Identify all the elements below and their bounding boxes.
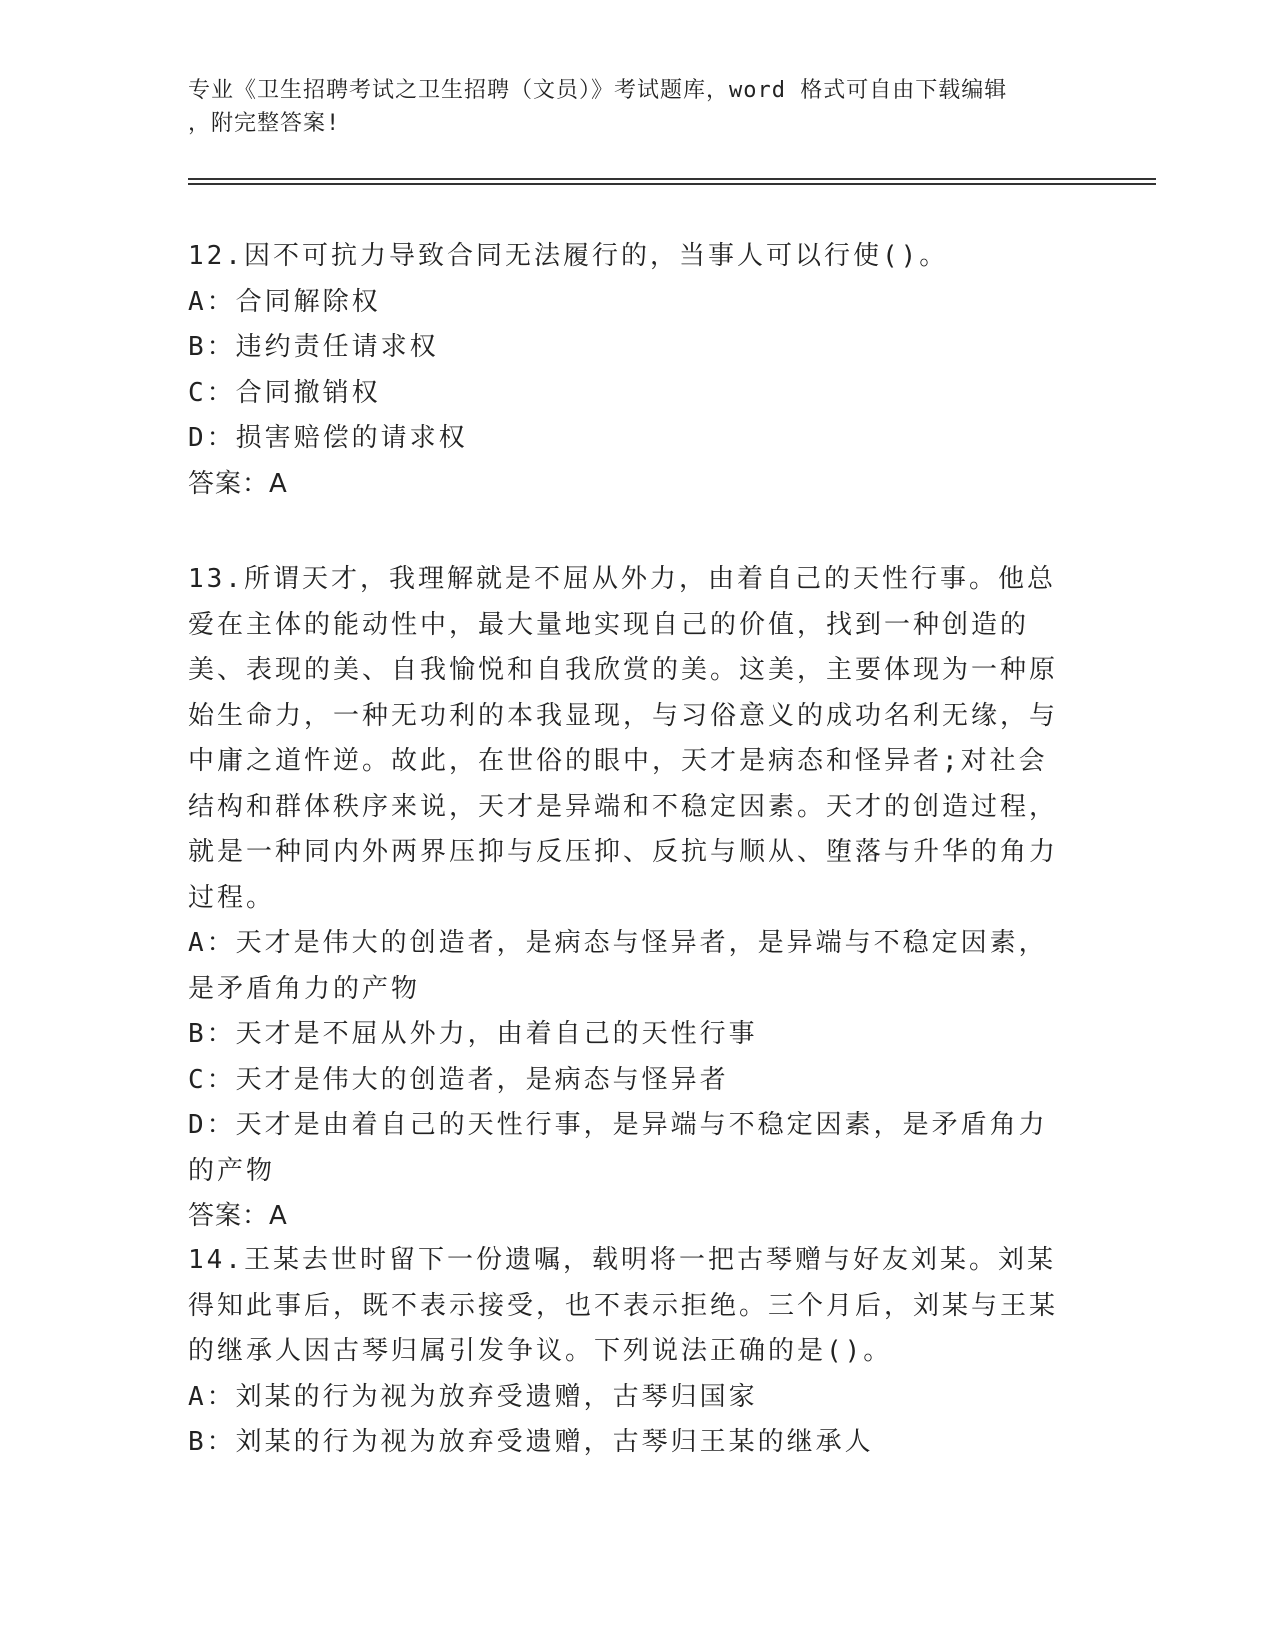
header-rule-top — [188, 178, 1156, 180]
question-stem: 12.因不可抗力导致合同无法履行的，当事人可以行使()。 — [188, 241, 949, 271]
option-b: B：天才是不屈从外力，由着自己的天性行事 — [188, 1019, 758, 1049]
header-line-1: 专业《卫生招聘考试之卫生招聘（文员）》考试题库，word 格式可自由下载编辑 — [188, 78, 1008, 103]
header-rule-bottom — [188, 183, 1156, 185]
option-d: D：损害赔偿的请求权 — [188, 423, 468, 453]
question-stem: 14.王某去世时留下一份遗嘱，载明将一把古琴赠与好友刘某。刘某得知此事后，既不表示接受，也不表示拒绝。三个月后，刘某与王某的继承人因古琴归属引发争议。下列说法正确的是()。 — [188, 1245, 1059, 1366]
answer: 答案：A — [188, 468, 288, 499]
option-a: A：刘某的行为视为放弃受遗赠，古琴归国家 — [188, 1381, 758, 1412]
question-14 — [188, 1238, 1068, 1466]
option-c: C：合同撤销权 — [188, 377, 381, 408]
option-d: D：天才是由着自己的天性行事，是异端与不稳定因素，是矛盾角力的产物 — [188, 1110, 1048, 1186]
question-stem: 13.所谓天才，我理解就是不屈从外力，由着自己的天性行事。他总爱在主体的能动性中，最大量地实现自己的价值，找到一种创造的美、表现的美、自我愉悦和自我欣赏的美。这美，主要体现为一种原始生命力，一种无功利的本我显现，与习俗意义的成功名利无缘，与中庸之道忤逆。故此，在世俗的眼中，天才是病态和怪异者;对社会结构和群体秩序来说，天才是异端和不稳定因素。天才的创造过程，就是一种同内外两界压抑与反压抑、反抗与顺从、堕落与升华的角力过程。 — [188, 564, 1059, 913]
question-12 — [188, 234, 1068, 507]
option-c: C：天才是伟大的创造者，是病态与怪异者 — [188, 1064, 729, 1095]
answer: 答案：A — [188, 1201, 288, 1231]
question-13 — [188, 557, 1068, 1240]
header-line-2: ，附完整答案! — [188, 111, 341, 136]
option-b: B：违约责任请求权 — [188, 332, 439, 362]
page-header — [188, 74, 1068, 140]
option-a: A：合同解除权 — [188, 286, 381, 317]
option-b: B：刘某的行为视为放弃受遗赠，古琴归王某的继承人 — [188, 1427, 874, 1457]
option-a: A：天才是伟大的创造者，是病态与怪异者，是异端与不稳定因素，是矛盾角力的产物 — [188, 928, 1048, 1004]
